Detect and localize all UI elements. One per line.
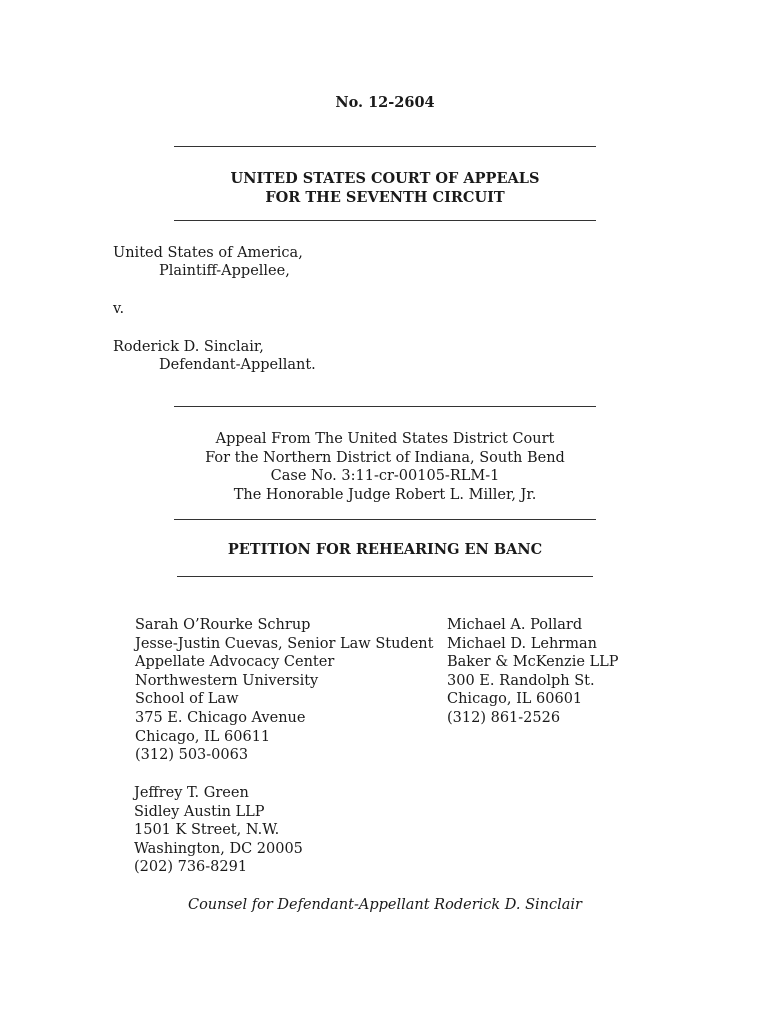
counsel-line: Sidley Austin LLP bbox=[134, 803, 265, 820]
divider bbox=[177, 576, 593, 577]
counsel-line: 300 E. Randolph St. bbox=[447, 672, 595, 689]
defendant-name: Roderick D. Sinclair, bbox=[113, 339, 264, 355]
case-number: No. 12-2604 bbox=[335, 94, 435, 111]
counsel-line: School of Law bbox=[135, 691, 239, 708]
counsel-for: Counsel for Defendant-Appellant Roderick D. Sinclair bbox=[187, 897, 582, 913]
divider bbox=[174, 146, 596, 147]
counsel-line: Chicago, IL 60601 bbox=[447, 691, 583, 708]
counsel-line: Jesse-Justin Cuevas, Senior Law Student bbox=[135, 635, 434, 652]
court-line-1: UNITED STATES COURT OF APPEALS bbox=[230, 170, 540, 187]
divider bbox=[174, 220, 596, 221]
counsel-line: 1501 K Street, N.W. bbox=[134, 822, 280, 839]
counsel-line: Washington, DC 20005 bbox=[134, 840, 303, 857]
court-heading bbox=[0, 169, 770, 207]
appeal-info bbox=[0, 430, 770, 504]
divider bbox=[174, 406, 596, 407]
plaintiff-role: Plaintiff-Appellee, bbox=[159, 263, 290, 279]
counsel-line: Sarah O’Rourke Schrup bbox=[135, 617, 311, 633]
counsel-line: 375 E. Chicago Avenue bbox=[135, 709, 306, 726]
counsel-line: Chicago, IL 60611 bbox=[135, 728, 271, 745]
counsel-line: (312) 861-2526 bbox=[447, 709, 561, 726]
appeal-line-3: Case No. 3:11-cr-00105-RLM-1 bbox=[270, 468, 500, 484]
defendant-role: Defendant-Appellant. bbox=[159, 357, 316, 373]
counsel-line: Baker & McKenzie LLP bbox=[447, 654, 619, 671]
petition-title: PETITION FOR REHEARING EN BANC bbox=[227, 541, 543, 558]
counsel-line: Jeffrey T. Green bbox=[134, 785, 249, 801]
divider bbox=[174, 519, 596, 520]
counsel-line: Northwestern University bbox=[135, 672, 319, 689]
counsel-line: (312) 503-0063 bbox=[135, 747, 249, 764]
plaintiff-name: United States of America, bbox=[113, 245, 303, 261]
appeal-line-4: The Honorable Judge Robert L. Miller, Jr. bbox=[233, 486, 537, 503]
versus: v. bbox=[113, 301, 125, 317]
counsel-line: Michael A. Pollard bbox=[447, 617, 583, 633]
counsel-line: Appellate Advocacy Center bbox=[135, 654, 335, 671]
court-line-2: FOR THE SEVENTH CIRCUIT bbox=[265, 189, 505, 206]
appeal-line-2: For the Northern District of Indiana, South Bend bbox=[205, 449, 565, 466]
counsel-line: Michael D. Lehrman bbox=[447, 635, 597, 652]
counsel-left-block bbox=[135, 616, 433, 765]
counsel-right-block bbox=[447, 616, 619, 728]
counsel-bottom-block bbox=[134, 784, 303, 877]
appeal-line-1: Appeal From The United States District Court bbox=[215, 431, 555, 447]
counsel-line: (202) 736-8291 bbox=[134, 859, 248, 876]
